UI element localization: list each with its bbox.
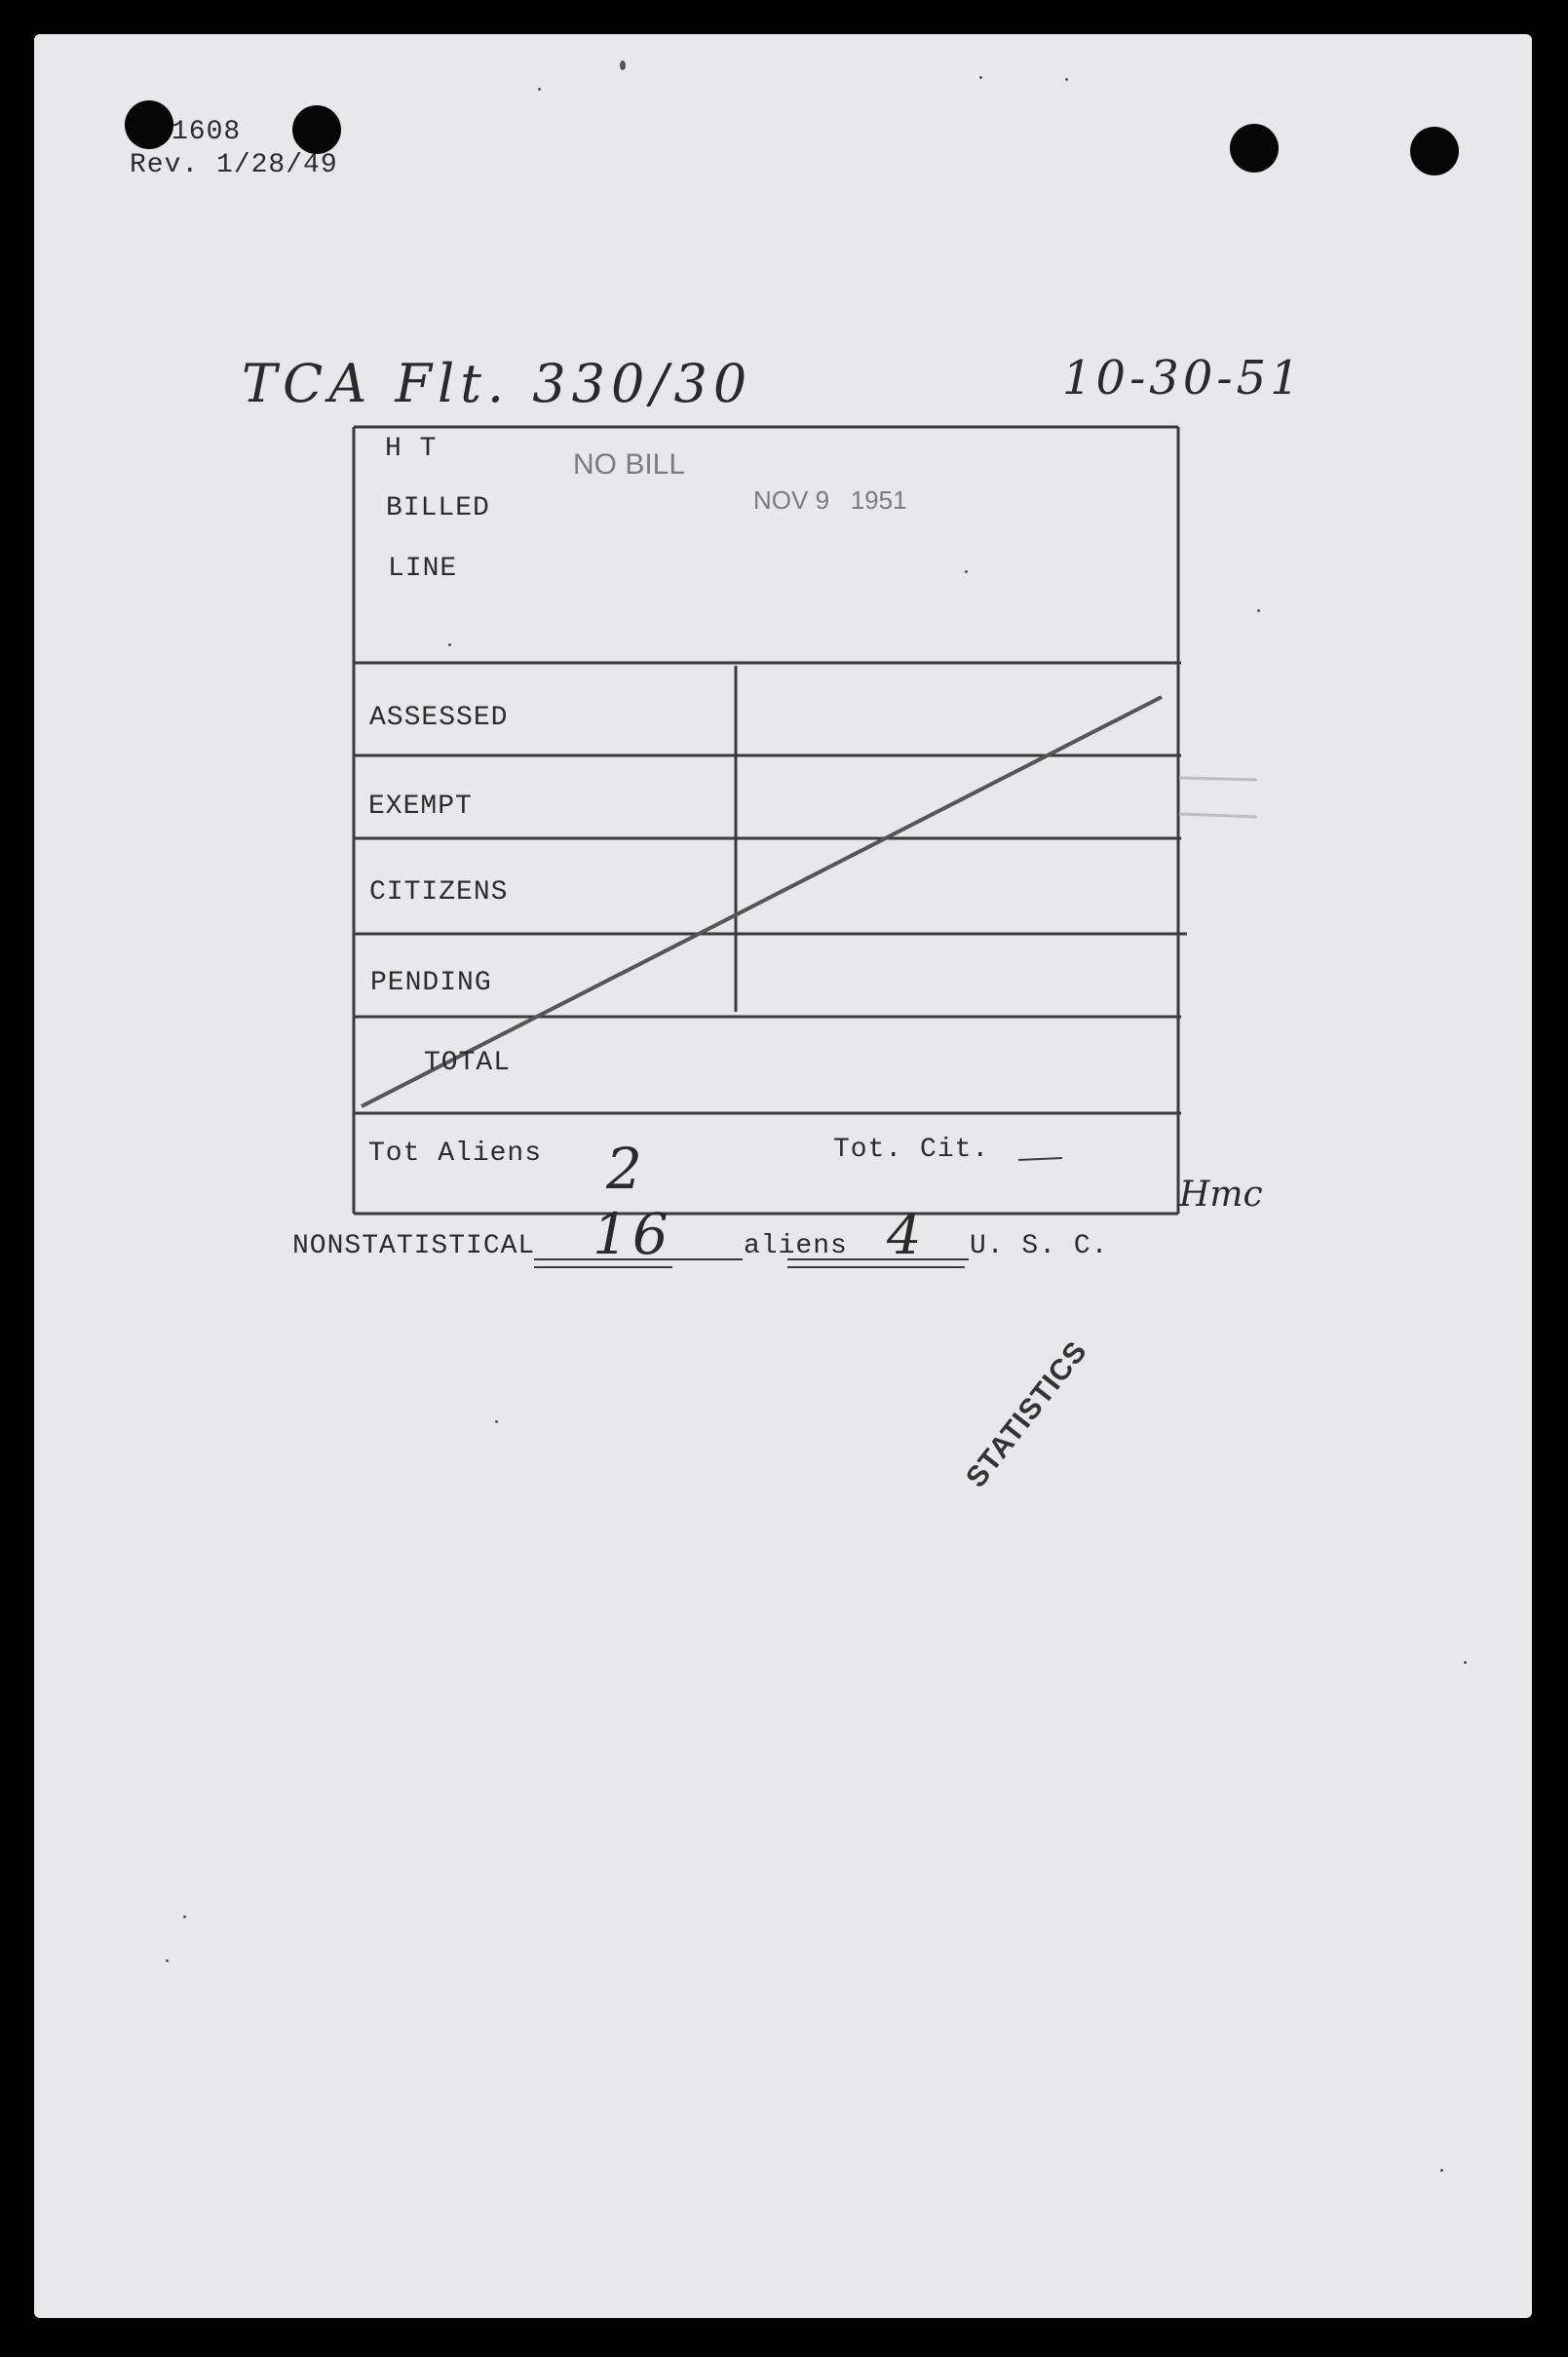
date-received-stamp: NOV 9 1951 bbox=[753, 485, 907, 515]
form-number: 1608 bbox=[172, 117, 242, 147]
speck bbox=[1440, 2169, 1443, 2172]
speck bbox=[979, 76, 982, 79]
row-label-citizens: CITIZENS bbox=[369, 877, 509, 908]
handwritten-flight: TCA Flt. 330/30 bbox=[242, 353, 753, 414]
row-label-exempt: EXEMPT bbox=[368, 792, 473, 822]
nonstatistical-label: NONSTATISTICAL bbox=[292, 1231, 536, 1261]
row-label-assessed: ASSESSED bbox=[369, 703, 509, 733]
speck bbox=[448, 643, 451, 646]
speck bbox=[166, 1959, 169, 1962]
speck bbox=[1065, 78, 1068, 81]
row-label-total: TOTAL bbox=[424, 1048, 512, 1078]
aliens-value: 4 bbox=[887, 1204, 922, 1267]
tot-aliens-value: 2 bbox=[606, 1136, 642, 1202]
form-revision: Rev. 1/28/49 bbox=[130, 150, 338, 180]
no-bill-stamp: NO BILL bbox=[573, 448, 686, 481]
row-label-pending: PENDING bbox=[370, 968, 492, 998]
aliens-label: aliens bbox=[744, 1231, 848, 1261]
speck bbox=[965, 570, 968, 573]
label-ht: H T bbox=[385, 434, 438, 464]
handwritten-initials: Hmc bbox=[1179, 1175, 1263, 1215]
usc-label: U. S. C. bbox=[970, 1231, 1109, 1261]
speck bbox=[620, 60, 626, 70]
speck bbox=[1464, 1661, 1467, 1664]
label-line: LINE bbox=[388, 554, 458, 584]
speck bbox=[538, 88, 541, 91]
tot-aliens-label: Tot Aliens bbox=[368, 1139, 543, 1169]
speck bbox=[183, 1915, 186, 1918]
speck bbox=[495, 1420, 498, 1423]
tot-cit-label: Tot. Cit. bbox=[833, 1135, 990, 1165]
nonstatistical-value: 16 bbox=[593, 1201, 672, 1267]
statistics-stamp: STATISTICS bbox=[960, 1334, 1094, 1494]
handwritten-date: 10-30-51 bbox=[1062, 351, 1304, 406]
label-billed: BILLED bbox=[386, 493, 490, 523]
speck bbox=[1257, 609, 1260, 612]
